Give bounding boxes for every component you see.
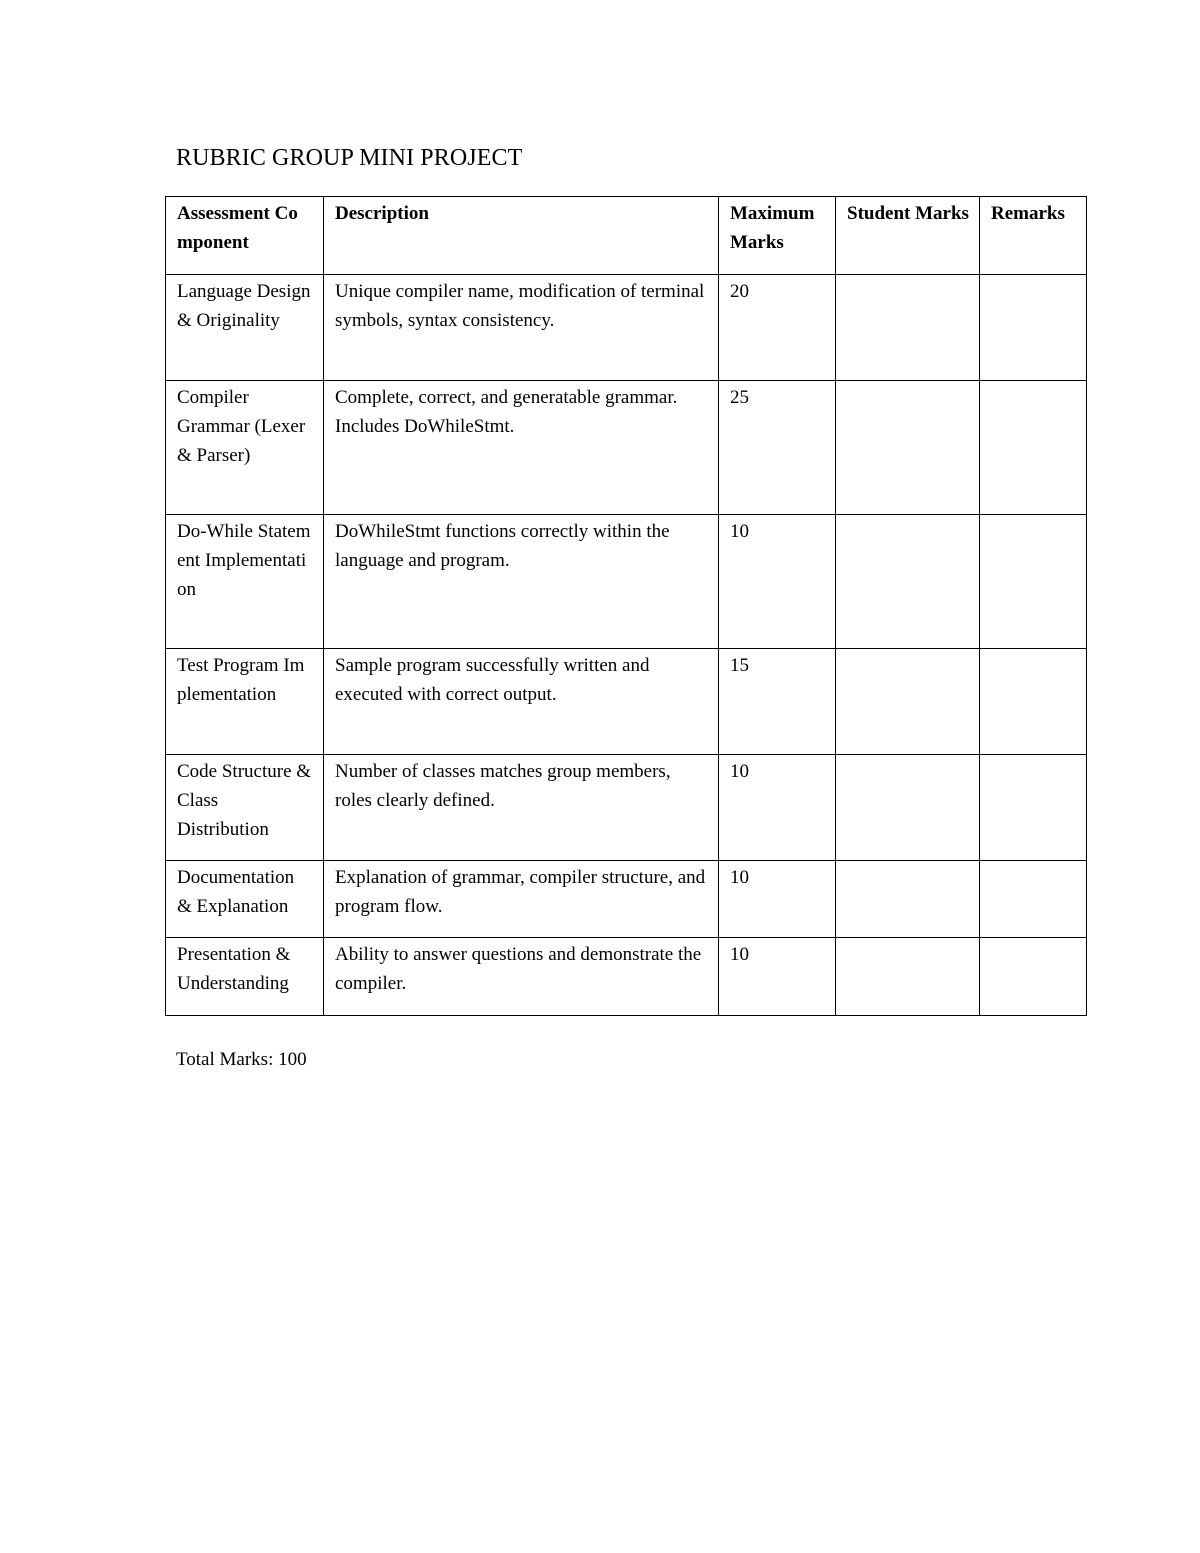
table-row — [166, 381, 1087, 515]
header-maximum-marks: Maximum Marks — [719, 197, 836, 275]
student-marks-cell[interactable] — [836, 515, 980, 649]
component-cell: Documentation & Explanation — [166, 861, 324, 938]
table-row — [166, 938, 1087, 1016]
rubric-table — [165, 196, 1087, 1016]
student-marks-cell[interactable] — [836, 381, 980, 515]
max-marks-cell: 25 — [719, 381, 836, 515]
header-student-marks: Student Marks — [836, 197, 980, 275]
table-row — [166, 515, 1087, 649]
remarks-cell[interactable] — [980, 755, 1087, 861]
table-row — [166, 649, 1087, 755]
table-row — [166, 755, 1087, 861]
remarks-cell[interactable] — [980, 381, 1087, 515]
student-marks-cell[interactable] — [836, 861, 980, 938]
table-header-row — [166, 197, 1087, 275]
component-cell: Presentation & Understanding — [166, 938, 324, 1016]
remarks-cell[interactable] — [980, 275, 1087, 381]
student-marks-cell[interactable] — [836, 755, 980, 861]
max-marks-cell: 20 — [719, 275, 836, 381]
description-cell: Ability to answer questions and demonstrate the compiler. — [324, 938, 719, 1016]
max-marks-cell: 15 — [719, 649, 836, 755]
max-marks-cell: 10 — [719, 861, 836, 938]
description-cell: Number of classes matches group members, roles clearly defined. — [324, 755, 719, 861]
document-title: RUBRIC GROUP MINI PROJECT — [176, 145, 523, 171]
remarks-cell[interactable] — [980, 861, 1087, 938]
header-assessment-component: Assessment Component — [166, 197, 324, 275]
student-marks-cell[interactable] — [836, 649, 980, 755]
table-row — [166, 861, 1087, 938]
table-row — [166, 275, 1087, 381]
component-cell: Code Structure & Class Distribution — [166, 755, 324, 861]
component-cell: Language Design & Originality — [166, 275, 324, 381]
component-cell: Compiler Grammar (Lexer & Parser) — [166, 381, 324, 515]
header-remarks: Remarks — [980, 197, 1087, 275]
description-cell: Complete, correct, and generatable grammar. Includes DoWhileStmt. — [324, 381, 719, 515]
description-cell: DoWhileStmt functions correctly within the language and program. — [324, 515, 719, 649]
max-marks-cell: 10 — [719, 755, 836, 861]
remarks-cell[interactable] — [980, 515, 1087, 649]
description-cell: Explanation of grammar, compiler structure, and program flow. — [324, 861, 719, 938]
total-marks: Total Marks: 100 — [176, 1049, 307, 1070]
remarks-cell[interactable] — [980, 938, 1087, 1016]
student-marks-cell[interactable] — [836, 938, 980, 1016]
max-marks-cell: 10 — [719, 938, 836, 1016]
description-cell: Unique compiler name, modification of terminal symbols, syntax consistency. — [324, 275, 719, 381]
max-marks-cell: 10 — [719, 515, 836, 649]
component-cell: Test Program Implementation — [166, 649, 324, 755]
header-description: Description — [324, 197, 719, 275]
remarks-cell[interactable] — [980, 649, 1087, 755]
component-cell: Do-While Statement Implementation — [166, 515, 324, 649]
student-marks-cell[interactable] — [836, 275, 980, 381]
description-cell: Sample program successfully written and executed with correct output. — [324, 649, 719, 755]
